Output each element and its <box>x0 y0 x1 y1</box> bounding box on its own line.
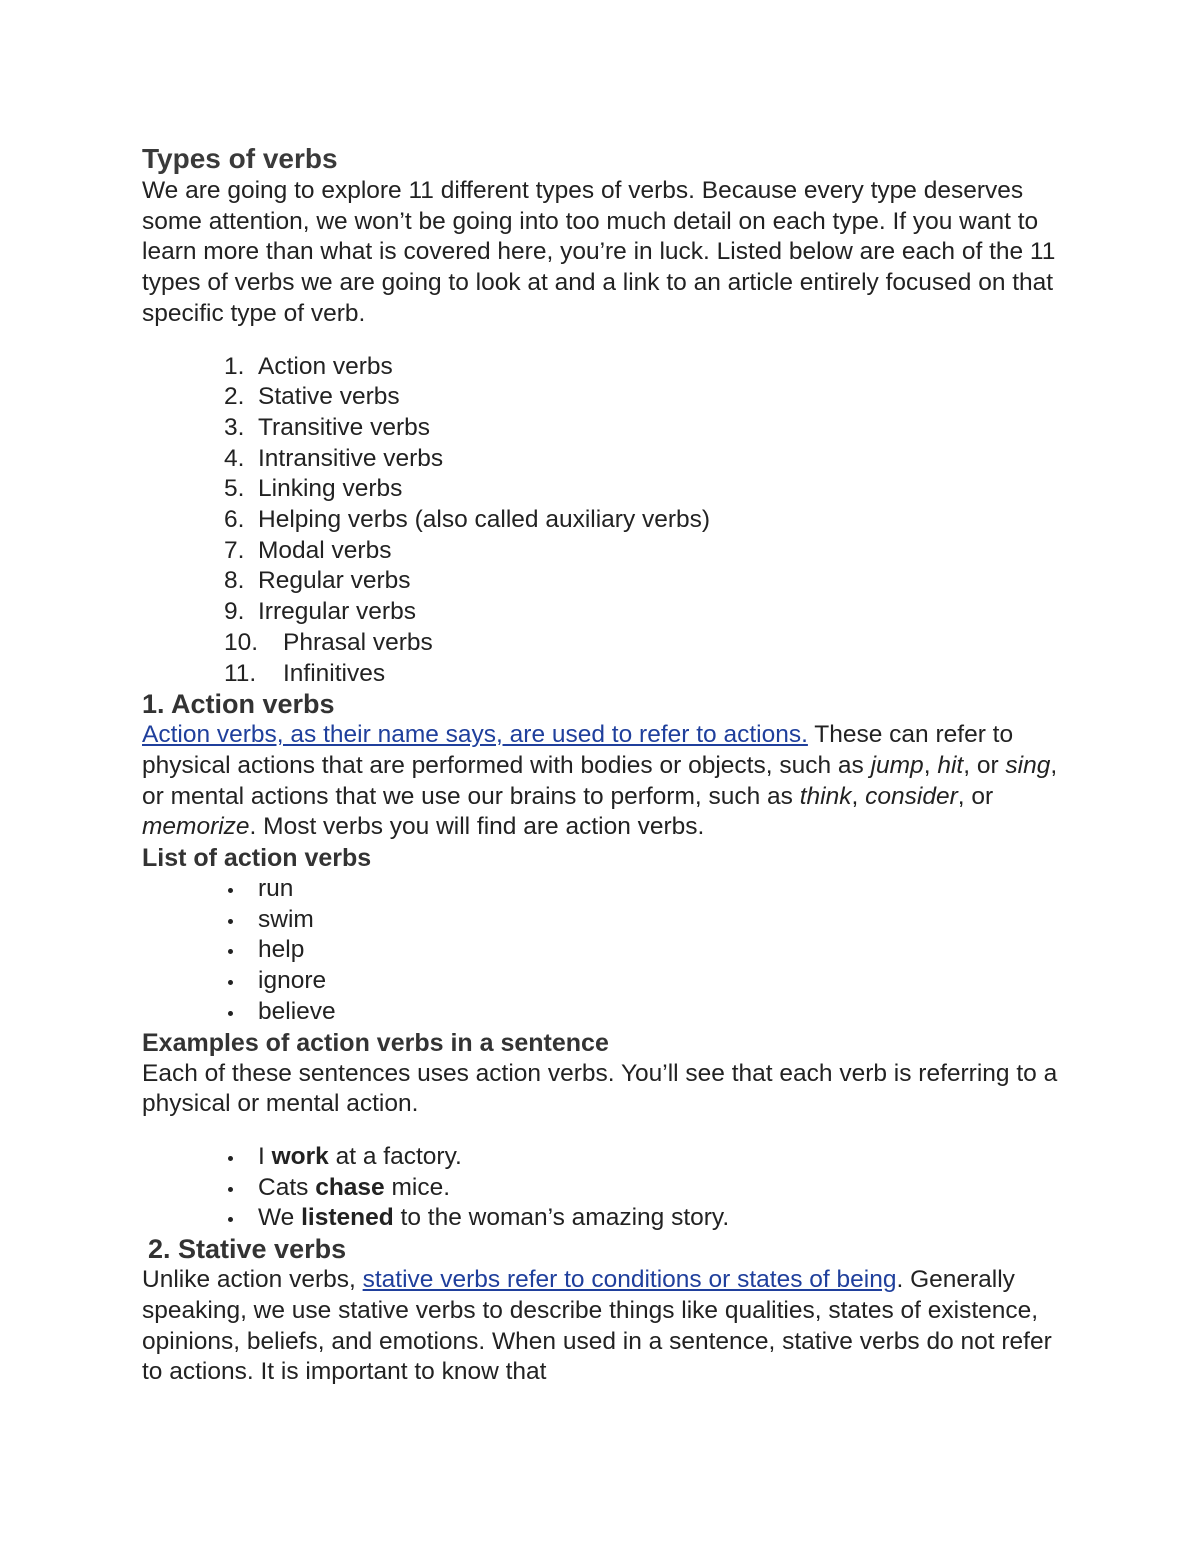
list-item: I work at a factory. <box>142 1142 1072 1173</box>
document-page <box>142 142 1072 1388</box>
section-heading-stative-verbs: 2. Stative verbs <box>148 1234 347 1265</box>
list-item: 4. Intransitive verbs <box>224 444 444 472</box>
examples-bullet-list <box>142 1142 1072 1234</box>
list-item: run <box>142 874 1072 905</box>
action-verbs-bullet-list <box>142 874 1072 1028</box>
stative-verbs-paragraph: Unlike action verbs, stative verbs refer to conditions or states of being. Generally speaking, we use stative verbs to describe things like qualities, states of existence, opinions, beliefs, and emotions. When used in a sentence, stative verbs do not refer to actions. It is important to know that <box>142 1266 1052 1386</box>
list-item: 1. Action verbs <box>224 352 393 380</box>
action-verbs-link[interactable]: Action verbs, as their name says, are used to refer to actions. <box>142 721 808 749</box>
list-item: Cats chase mice. <box>142 1173 1072 1204</box>
list-item: 6. Helping verbs (also called auxiliary verbs) <box>224 506 711 534</box>
list-item: 11. Infinitives <box>224 659 386 687</box>
verb-types-list <box>142 352 1072 690</box>
stative-verbs-link[interactable]: stative verbs refer to conditions or states of being <box>362 1266 897 1294</box>
subheading-examples: Examples of action verbs in a sentence <box>142 1028 609 1057</box>
list-item: 3. Transitive verbs <box>224 413 431 441</box>
list-item: swim <box>142 905 1072 936</box>
spacer <box>142 330 1072 352</box>
intro-paragraph: We are going to explore 11 different types of verbs. Because every type deserves some attention, we won’t be going into too much detail on each type. If you want to learn more than what is covered here, you’re in luck. Listed below are each of the 11 types of verbs we are going to look at and a link to an article entirely focused on that specific type of verb. <box>142 177 1056 327</box>
list-item: 10. Phrasal verbs <box>224 628 433 656</box>
list-item: 9. Irregular verbs <box>224 598 416 626</box>
list-item: ignore <box>142 966 1072 997</box>
list-item: 7. Modal verbs <box>224 536 392 564</box>
list-item: 5. Linking verbs <box>224 475 403 503</box>
list-item: 2. Stative verbs <box>224 383 400 411</box>
section-heading-action-verbs: 1. Action verbs <box>142 689 335 720</box>
list-item: We listened to the woman’s amazing story. <box>142 1203 1072 1234</box>
list-item: believe <box>142 997 1072 1028</box>
action-verbs-paragraph: Action verbs, as their name says, are used to refer to actions. These can refer to physical actions that are performed with bodies or objects, such as jump, hit, or sing, or mental actions that we use our brains to perform, such as think, consider, or memorize. Most verbs you will find are action verbs. <box>142 721 1058 841</box>
page-title: Types of verbs <box>142 143 338 174</box>
list-item: 8. Regular verbs <box>224 567 411 595</box>
list-item: help <box>142 935 1072 966</box>
subheading-list-of-action-verbs: List of action verbs <box>142 844 372 873</box>
spacer <box>142 1120 1072 1142</box>
examples-intro-paragraph: Each of these sentences uses action verbs. You’ll see that each verb is referring to a physical or mental action. <box>142 1059 1058 1118</box>
